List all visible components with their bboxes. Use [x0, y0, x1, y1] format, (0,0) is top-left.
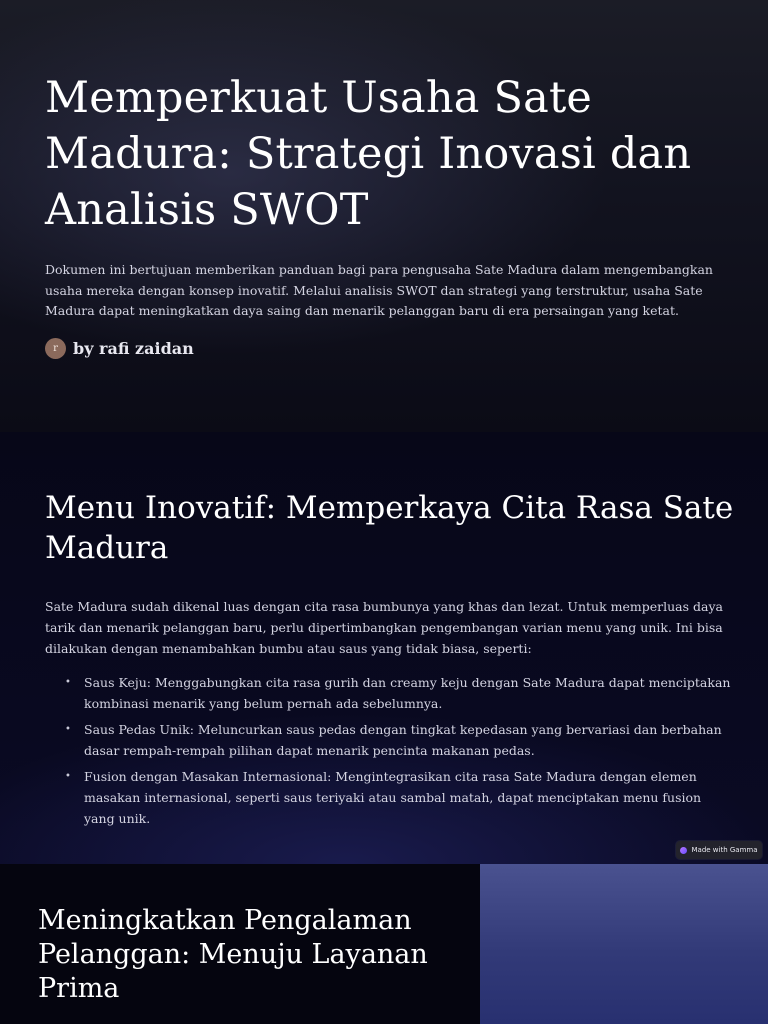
- document-title: Memperkuat Usaha Sate Madura: Strategi Inovasi dan Analisis SWOT: [45, 73, 692, 235]
- list-item: [45, 719, 731, 761]
- badge-label: Made with Gamma: [691, 846, 758, 854]
- menu-inovatif-slide: [0, 432, 768, 864]
- author-name: by rafi zaidan: [73, 338, 194, 358]
- section-intro: Sate Madura sudah dikenal luas dengan cita rasa bumbunya yang khas dan lezat. Untuk memperluas daya tarik dan menarik pelanggan baru, perlu dipertimbangkan pengembangan varian menu yang unik. Ini bisa dilakukan dengan menambahkan bumbu atau saus yang tidak biasa, seperti:: [45, 599, 723, 656]
- made-with-gamma-badge[interactable]: [676, 841, 762, 859]
- title-slide: [0, 0, 768, 433]
- slide-image: [480, 864, 768, 1024]
- bullet-icon: •: [65, 724, 71, 735]
- author-avatar: r: [45, 338, 66, 359]
- list-item-text: Saus Keju: Menggabungkan cita rasa gurih dan creamy keju dengan Sate Madura dapat menciptakan kombinasi menarik yang belum pernah ada sebelumnya.: [84, 675, 731, 711]
- gamma-logo-icon: [680, 847, 687, 854]
- bullet-icon: •: [65, 771, 71, 782]
- customer-experience-slide: [0, 864, 768, 1024]
- list-item-text: Saus Pedas Unik: Meluncurkan saus pedas dengan tingkat kepedasan yang bervariasi dan berbahan dasar rempah-rempah pilihan dapat menarik pencinta makanan pedas.: [84, 722, 722, 758]
- section-title: Meningkatkan Pengalaman Pelanggan: Menuju Layanan Prima: [38, 905, 428, 1004]
- list-item: [45, 672, 731, 714]
- document-description: Dokumen ini bertujuan memberikan panduan bagi para pengusaha Sate Madura dalam mengembangkan usaha mereka dengan konsep inovatif. Melalui analisis SWOT dan strategi yang terstruktur, usaha Sate Madura dapat meningkatkan daya saing dan menarik pelanggan baru di era persaingan yang ketat.: [45, 262, 713, 318]
- author-byline[interactable]: [45, 337, 194, 359]
- section-title: Menu Inovatif: Memperkaya Cita Rasa Sate Madura: [45, 490, 734, 566]
- list-item: [45, 766, 731, 829]
- list-item-text: Fusion dengan Masakan Internasional: Mengintegrasikan cita rasa Sate Madura dengan elemen masakan internasional, seperti saus teriyaki atau sambal matah, dapat menciptakan menu fusion yang unik.: [84, 769, 702, 826]
- innovation-list: [45, 672, 731, 834]
- bullet-icon: •: [65, 677, 71, 688]
